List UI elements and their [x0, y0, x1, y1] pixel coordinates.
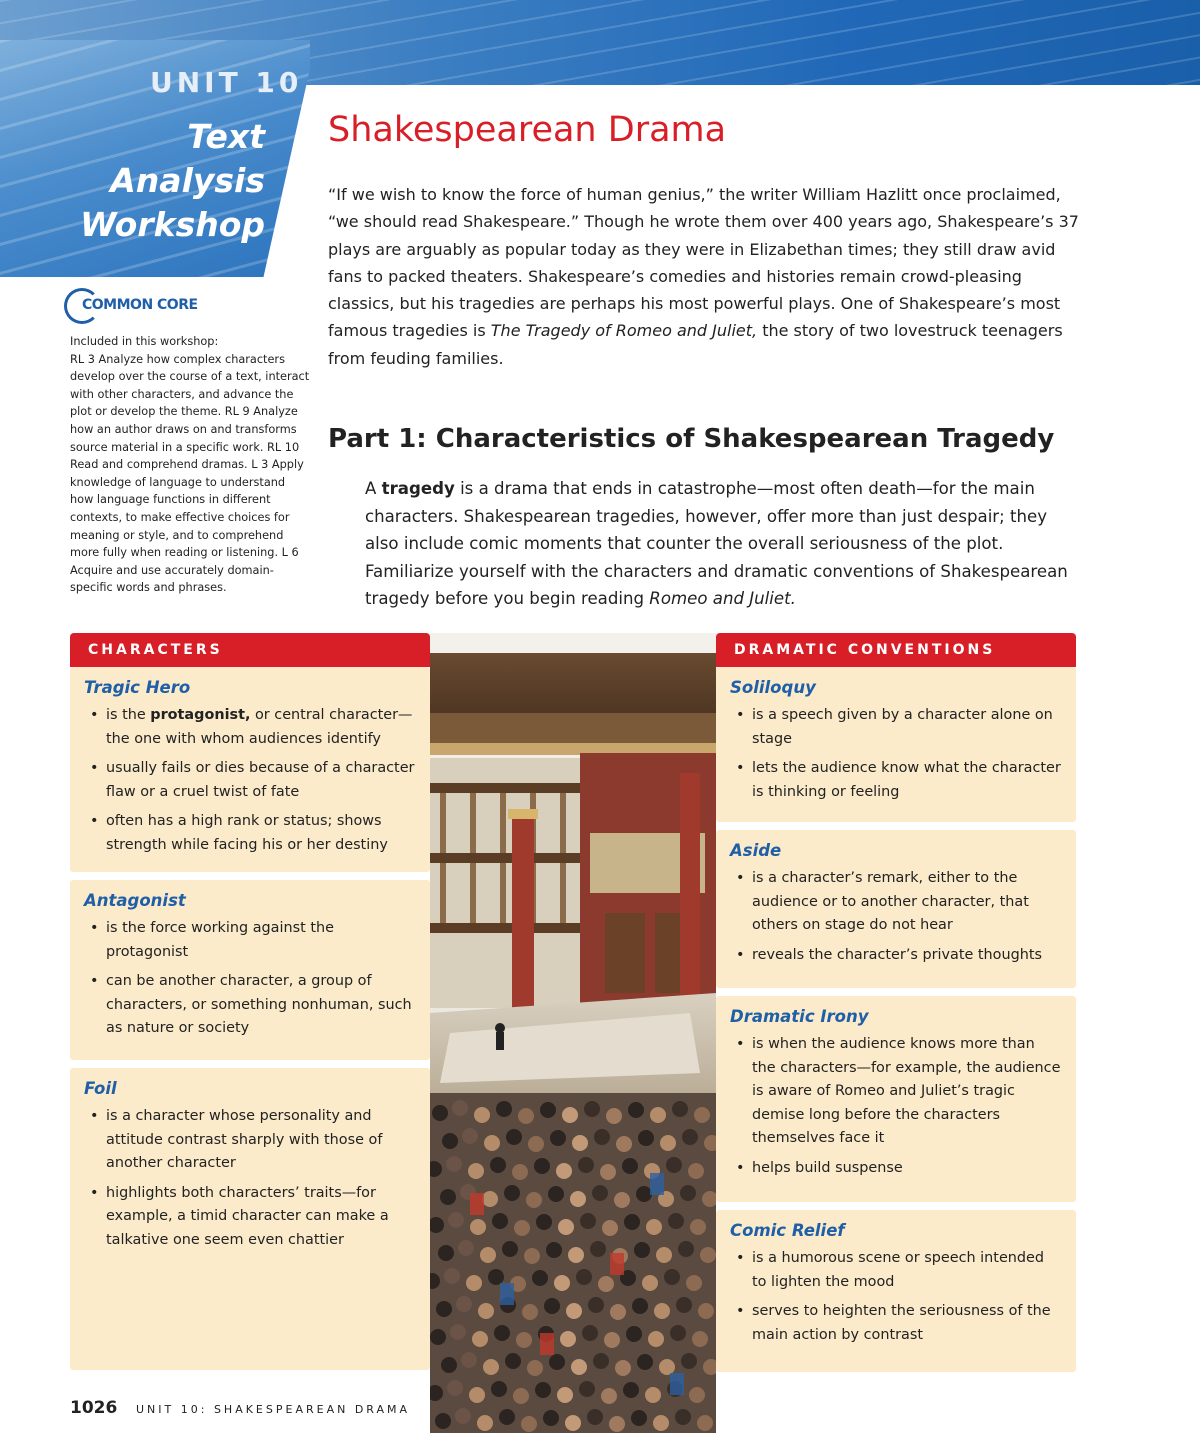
card-foil — [70, 1068, 430, 1370]
card-title: Antagonist — [84, 891, 186, 910]
theatre-illustration — [430, 633, 716, 1433]
term-tragedy: tragedy — [381, 479, 455, 498]
article: A — [365, 479, 377, 498]
list-item: • serves to heighten the seriousness of the main action by contrast — [730, 1300, 1062, 1347]
list-item: • reveals the character’s private thoughts — [730, 944, 1062, 968]
bullet-list — [730, 867, 1062, 967]
bullet-text: or central character—the one with whom audiences identify — [106, 707, 413, 747]
intro-paragraph — [328, 181, 1088, 372]
list-item: • is when the audience knows more than the characters—for example, the audience is aware of Romeo and Juliet’s tragic demise long before the characters themselves face it — [730, 1033, 1062, 1151]
card-title: Foil — [84, 1079, 117, 1098]
bullet-list — [730, 1033, 1062, 1180]
workshop-title-line: Analysis — [110, 161, 265, 200]
bullet-list — [84, 917, 416, 1041]
unit-label: UNIT 10 — [150, 66, 303, 99]
card-title: Aside — [730, 841, 782, 860]
card-dramatic-irony — [716, 996, 1076, 1202]
list-item — [84, 704, 416, 751]
common-core-standards-text: RL 3 Analyze how complex characters develop over the course of a text, interact with other characters, and advance the plot or develop the theme. RL 9 Analyze how an author draws on and transforms source material in a specific work. RL 10 Read and comprehend dramas. L 3 Apply knowledge of language to understand how language functions in different contexts, to make effective choices for meaning or style, and to comprehend more fully when reading or listening. L 6 Acquire and use accurately domain-specific words and phrases. — [70, 352, 310, 595]
common-core-logo-text: COMMON CORE — [82, 297, 198, 313]
bullet-text: is the — [106, 707, 146, 723]
globe-theatre-photo — [430, 633, 716, 1433]
page-title: Shakespearean Drama — [328, 110, 727, 150]
common-core-standards — [70, 333, 310, 597]
page-number: 1026 — [70, 1398, 118, 1418]
card-antagonist — [70, 880, 430, 1060]
characters-heading: CHARACTERS — [70, 633, 430, 667]
list-item: • is a humorous scene or speech intended to lighten the mood — [730, 1247, 1062, 1294]
intro-text: “If we wish to know the force of human genius,” the writer William Hazlitt once proclaimed, “we should read Shakespeare.” Though he wrote them over 400 years ago, Shakespeare’s 37 plays are arguably as popular today as they were in Elizabethan times; they still draw avid fans to packed theaters. Shakespeare’s comedies and histories remain crowd-pleasing classics, but his tragedies are perhaps his most powerful plays. One of Shakespeare’s most famous tragedies is — [328, 185, 1079, 341]
card-title: Comic Relief — [730, 1221, 845, 1240]
list-item: • can be another character, a group of characters, or something nonhuman, such as nature or society — [84, 970, 416, 1041]
common-core-intro: Included in this workshop: — [70, 335, 219, 348]
intro-end: the story of two lovestruck teenagers from feuding families. — [328, 321, 1063, 368]
card-soliloquy — [716, 667, 1076, 822]
workshop-title — [70, 115, 265, 247]
card-aside — [716, 830, 1076, 988]
bullet-list — [84, 1105, 416, 1252]
list-item: • is a speech given by a character alone on stage — [730, 704, 1062, 751]
list-item: • is the force working against the protagonist — [84, 917, 416, 964]
term-protagonist: protagonist, — [150, 707, 251, 723]
list-item: • is a character whose personality and attitude contrast sharply with those of another character — [84, 1105, 416, 1176]
conventions-heading: DRAMATIC CONVENTIONS — [716, 633, 1076, 667]
play-title: The Tragedy of Romeo and Juliet, — [490, 321, 758, 341]
section-paragraph — [365, 475, 1085, 613]
list-item: • highlights both characters’ traits—for example, a timid character can make a talkative one seem even chattier — [84, 1182, 416, 1253]
list-item: • lets the audience know what the character is thinking or feeling — [730, 757, 1062, 804]
card-comic-relief — [716, 1210, 1076, 1372]
list-item: • helps build suspense — [730, 1157, 1062, 1181]
bullet-list — [84, 704, 416, 857]
common-core-logo — [64, 288, 198, 322]
list-item: • usually fails or dies because of a character flaw or a cruel twist of fate — [84, 757, 416, 804]
workshop-title-line: Workshop — [80, 205, 265, 244]
section-heading: Part 1: Characteristics of Shakespearean Tragedy — [328, 424, 1055, 454]
bullet-list — [730, 1247, 1062, 1347]
card-title: Tragic Hero — [84, 678, 191, 697]
workshop-title-line: Text — [187, 117, 265, 156]
card-title: Soliloquy — [730, 678, 816, 697]
bullet-list — [730, 704, 1062, 804]
play-title: Romeo and Juliet. — [649, 589, 796, 609]
section-text: is a drama that ends in catastrophe—most often death—for the main characters. Shakespearean tragedies, however, offer more than just despair; they also include comic moments that counter the overall seriousness of the plot. Familiarize yourself with the characters and dramatic conventions of Shakespearean tragedy before you begin reading — [365, 479, 1068, 609]
running-title: UNIT 10: SHAKESPEAREAN DRAMA — [136, 1403, 411, 1416]
list-item: • is a character’s remark, either to the audience or to another character, that others on stage do not hear — [730, 867, 1062, 938]
card-title: Dramatic Irony — [730, 1007, 869, 1026]
list-item: • often has a high rank or status; shows strength while facing his or her destiny — [84, 810, 416, 857]
card-tragic-hero — [70, 667, 430, 872]
